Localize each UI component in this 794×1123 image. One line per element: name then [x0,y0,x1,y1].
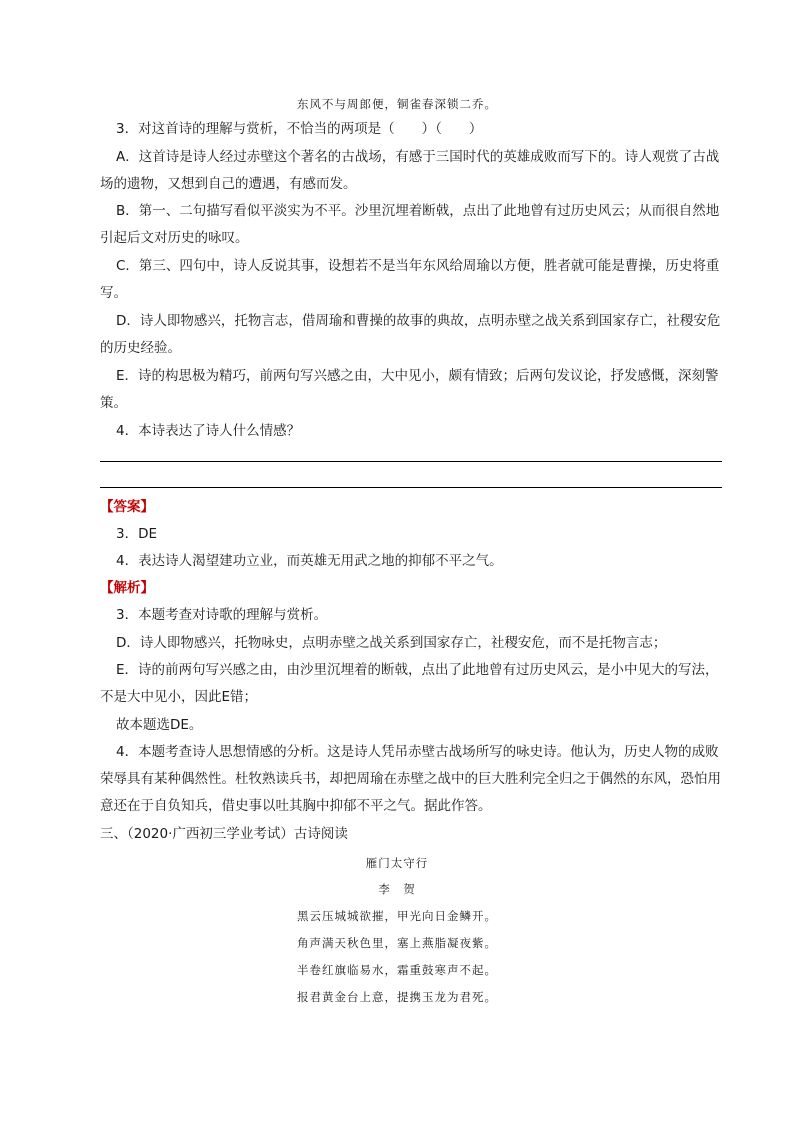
analysis-line-8: 意还在于自负知兵，借史事以吐其胸中抑郁不平之气。据此作答。 [100,798,492,814]
poem-line-1: 黑云压城城欲摧，甲光向日金鳞开。 [297,909,497,923]
option-b-line-1: B．第一、二句描写看似平淡实为不平。沙里沉埋着断戟，点出了此地曾有过历史风云；从而很自然地 [116,203,720,219]
poem-author: 李 贺 [378,882,416,896]
analysis-line-3: E．诗的前两句写兴感之由，由沙里沉埋着的断戟，点出了此地曾有过历史风云，是小中见大的写法， [116,662,719,678]
answer-blank-line-1 [100,461,722,462]
analysis-line-2: D．诗人即物感兴，托物咏史，点明赤壁之战关系到国家存亡，社稷安危，而不是托物言志； [116,635,667,651]
poem-line-3: 半卷红旗临易水，霜重鼓寒声不起。 [297,963,497,977]
option-d-line-1: D．诗人即物感兴，托物言志，借周瑜和曹操的故事的典故，点明赤壁之战关系到国家存亡，社稷安危 [116,313,721,329]
option-d-line-2: 的历史经验。 [100,340,181,356]
analysis-line-7: 荣辱具有某种偶然性。杜牧熟读兵书，却把周瑜在赤壁之战中的巨大胜利完全归之于偶然的东风，恐怕用 [100,771,721,787]
answer-tag: 【答案】 [100,499,154,515]
section-3-heading: 三、（2020·广西初三学业考试）古诗阅读 [100,826,348,842]
analysis-line-5: 故本题选DE。 [116,717,203,733]
poem-line-4: 报君黄金台上意，提携玉龙为君死。 [297,990,497,1004]
option-a-line-1: A．这首诗是诗人经过赤壁这个著名的古战场，有感于三国时代的英雄成败而写下的。诗人观赏了古战 [116,149,720,165]
option-c-line-2: 写。 [100,285,127,301]
analysis-line-4: 不是大中见小，因此E错； [100,689,258,705]
answer-blank-line-2 [100,487,722,488]
poem-title: 雁门太守行 [365,856,429,870]
answer-3: 3．DE [116,526,158,542]
option-c-line-1: C．第三、四句中，诗人反说其事，设想若不是当年东风给周瑜以方便，胜者就可能是曹操，历史将重 [116,258,720,274]
option-e-line-1: E．诗的构思极为精巧，前两句写兴感之由，大中见小，颇有情致；后两句发议论，抒发感慨，深刻警 [116,368,719,384]
option-a-line-2: 场的遗物，又想到自己的遭遇，有感而发。 [100,176,357,192]
question-4-stem: 4．本诗表达了诗人什么情感？ [116,423,301,439]
option-b-line-2: 引起后文对历史的咏叹。 [100,230,249,246]
poem-closing-line: 东风不与周郎便，铜雀春深锁二乔。 [297,97,497,111]
analysis-line-1: 3．本题考查对诗歌的理解与赏析。 [116,607,328,623]
analysis-tag: 【解析】 [100,580,154,596]
option-e-line-2: 策。 [100,395,127,411]
answer-4: 4．表达诗人渴望建功立业，而英雄无用武之地的抑郁不平之气。 [116,553,503,569]
poem-line-2: 角声满天秋色里，塞上燕脂凝夜紫。 [297,936,497,950]
question-3-stem: 3．对这首诗的理解与赏析，不恰当的两项是（ ）（ ） [116,121,483,137]
analysis-line-6: 4．本题考查诗人思想情感的分析。这是诗人凭吊赤壁古战场所写的咏史诗。他认为，历史人物的成败 [116,744,719,760]
